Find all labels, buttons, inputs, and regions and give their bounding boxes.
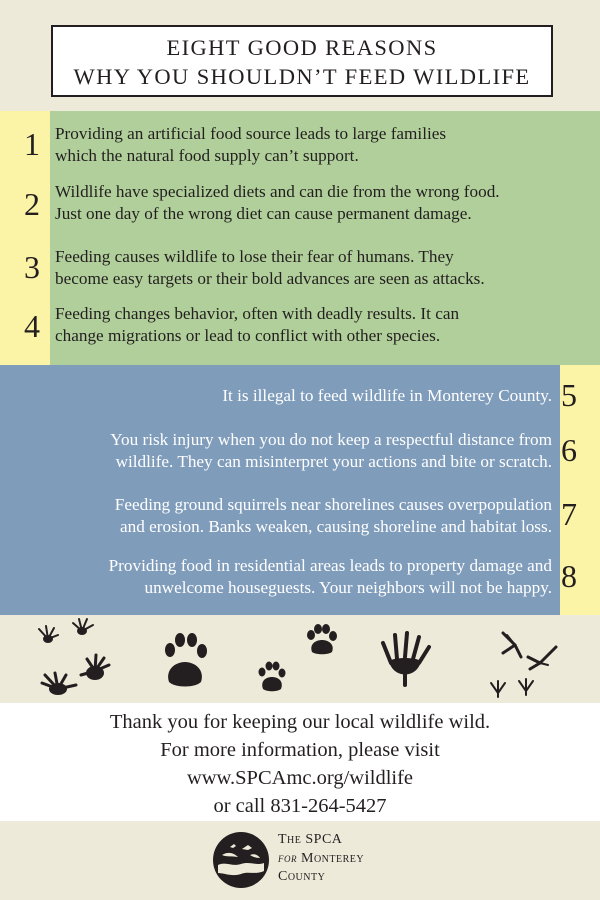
cat-paw-icon <box>307 624 337 654</box>
reason-4 <box>55 303 600 347</box>
website-link[interactable]: www.SPCAmc.org/wildlife <box>186 767 414 789</box>
phone-line[interactable]: or call 831-264-5427 <box>213 795 387 817</box>
title-line-2: WHY YOU SHOULDN’T FEED WILDLIFE <box>73 64 531 89</box>
reason-number-3: 3 <box>24 249 40 285</box>
reason-1-line-1: Providing an artificial food source leads to large families <box>55 124 447 143</box>
more-info-line: For more information, please visit <box>160 739 440 761</box>
opossum-track-icon <box>383 633 429 685</box>
reason-5-line-1: It is illegal to feed wildlife in Monterey County. <box>222 386 552 405</box>
thank-you-line: Thank you for keeping our local wildlife wild. <box>109 711 491 733</box>
small-bird-track-icon <box>519 679 533 695</box>
bird-track-icon <box>528 647 556 669</box>
reason-8-line-1: Providing food in residential areas leads to property damage and <box>108 556 552 575</box>
reason-8 <box>109 555 552 599</box>
reason-2-line-2: Just one day of the wrong diet can cause permanent damage. <box>55 204 472 223</box>
reason-1-line-2: which the natural food supply can’t support. <box>55 146 359 165</box>
thank-you-section <box>0 703 600 821</box>
rodent-track-icon <box>39 626 58 643</box>
reason-7 <box>115 494 552 538</box>
reason-2 <box>55 181 600 225</box>
cat-paw-icon <box>259 662 286 692</box>
spca-logo <box>212 829 412 889</box>
reason-3 <box>55 246 600 290</box>
title-line-1: EIGHT GOOD REASONS <box>166 35 438 60</box>
reason-3-line-1: Feeding causes wildlife to lose their fear of humans. They <box>55 247 454 266</box>
small-bird-track-icon <box>491 681 505 697</box>
spca-logo-text <box>278 831 364 886</box>
reason-5 <box>222 385 552 407</box>
reason-4-line-2: change migrations or lead to conflict with other species. <box>55 326 441 345</box>
logo-for: for <box>278 850 297 865</box>
dog-paw-icon <box>165 633 207 687</box>
reason-number-5: 5 <box>561 377 577 413</box>
reason-7-line-1: Feeding ground squirrels near shorelines causes overpopulation <box>114 495 552 514</box>
reason-4-line-1: Feeding changes behavior, often with deadly results. It can <box>55 304 460 323</box>
reason-number-6: 6 <box>561 432 577 468</box>
raccoon-track-icon <box>81 655 109 680</box>
raccoon-track-icon <box>42 673 76 695</box>
reason-number-7: 7 <box>561 496 577 532</box>
title-box <box>51 25 553 97</box>
animal-tracks-decoration <box>0 615 600 703</box>
reason-6-line-2: wildlife. They can misinterpret your actions and bite or scratch. <box>115 452 552 471</box>
spca-seal-icon <box>212 831 270 889</box>
reason-3-line-2: become easy targets or their bold advances are seen as attacks. <box>55 269 485 288</box>
logo-line-1: The SPCA <box>278 832 343 847</box>
reason-8-line-2: unwelcome houseguests. Your neighbors will not be happy. <box>144 578 552 597</box>
reason-6 <box>110 429 552 473</box>
rodent-track-icon <box>73 619 93 635</box>
logo-line-2: Monterey <box>301 851 365 866</box>
reason-2-line-1: Wildlife have specialized diets and can die from the wrong food. <box>55 182 500 201</box>
reason-7-line-2: and erosion. Banks weaken, causing shoreline and habitat loss. <box>120 517 552 536</box>
logo-line-3: County <box>278 869 326 884</box>
bird-track-icon <box>503 633 521 657</box>
reason-1 <box>55 123 600 167</box>
reason-number-4: 4 <box>24 308 40 344</box>
reason-number-2: 2 <box>24 186 40 222</box>
reason-6-line-1: You risk injury when you do not keep a respectful distance from <box>110 430 552 449</box>
reason-number-8: 8 <box>561 558 577 594</box>
reason-number-1: 1 <box>24 126 40 162</box>
